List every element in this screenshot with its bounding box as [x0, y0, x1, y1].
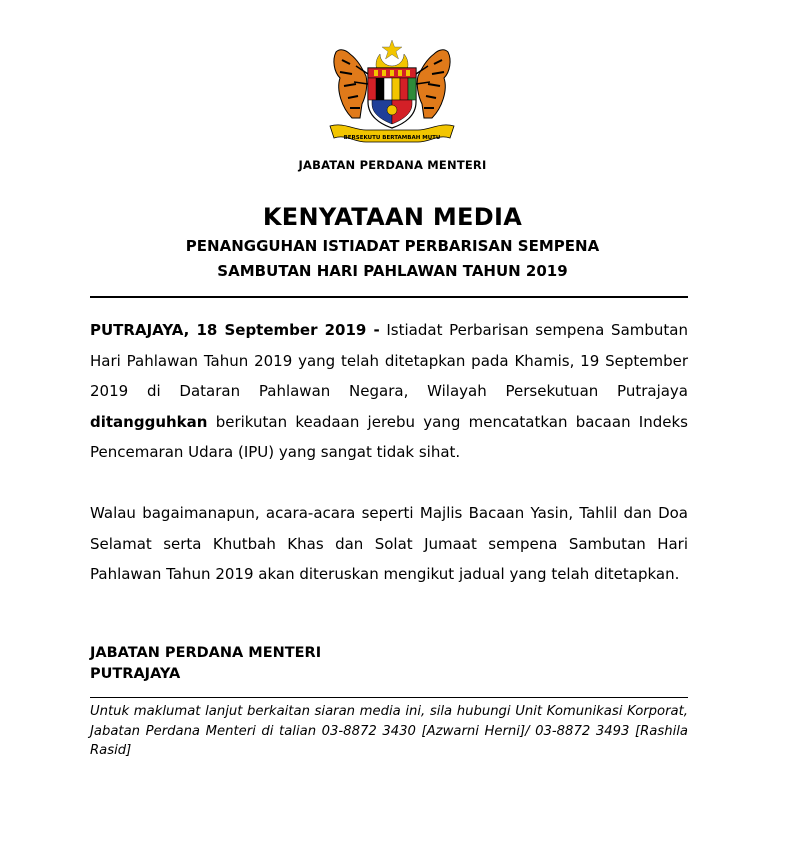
coat-of-arms-emblem	[322, 38, 462, 150]
document-title: KENYATAAN MEDIA	[262, 203, 523, 231]
subtitle-line-1: PENANGGUHAN ISTIADAT PERBARISAN SEMPENA	[185, 237, 600, 255]
right-tiger-icon	[416, 50, 450, 118]
contact-footnote: Untuk maklumat lanjut berkaitan siaran media ini, sila hubungi Unit Komunikasi Korporat, Jabatan Perdana Menteri di talian 03-8872 3430 [Azwarni Herni]/ 03-8872 3493 [Rashila Rasid]	[90, 704, 688, 758]
signoff-agency: JABATAN PERDANA MENTERI	[90, 645, 322, 661]
paragraph-continuation: Walau bagaimanapun, acara-acara seperti Majlis Bacaan Yasin, Tahlil dan Doa Selamat serta Khutbah Khas dan Solat Jumaat sempena Sambutan Hari Pahlawan Tahun 2019 akan diteruskan mengikut jadual yang telah ditetapkan.	[90, 504, 688, 583]
emphasis-postponed: ditangguhkan	[90, 412, 208, 431]
title-divider	[90, 296, 688, 298]
signoff-location: PUTRAJAYA	[90, 666, 181, 682]
agency-name-header: JABATAN PERDANA MENTERI	[298, 158, 487, 172]
paragraph-text-b: berikutan keadaan jerebu yang mencatatkan bacaan Indeks Pencemaran Udara (IPU) yang sangat tidak sihat.	[90, 412, 688, 461]
svg-text:BERSEKUTU BERTAMBAH MUTU: BERSEKUTU BERTAMBAH MUTU	[343, 135, 441, 141]
dateline: PUTRAJAYA, 18 September 2019 -	[90, 321, 380, 339]
paragraph-text-a: Istiadat Perbarisan sempena Sambutan Hari Pahlawan Tahun 2019 yang telah ditetapkan pada Khamis, 19 September 2019 di Dataran Pahlawan Negara, Wilayah Persekutuan Putrajaya	[90, 321, 688, 400]
paragraph-announcement	[90, 315, 688, 468]
shield-icon	[368, 68, 416, 128]
subtitle-line-2: SAMBUTAN HARI PAHLAWAN TAHUN 2019	[217, 262, 568, 280]
footnote-divider	[90, 697, 688, 698]
left-tiger-icon	[334, 50, 368, 118]
